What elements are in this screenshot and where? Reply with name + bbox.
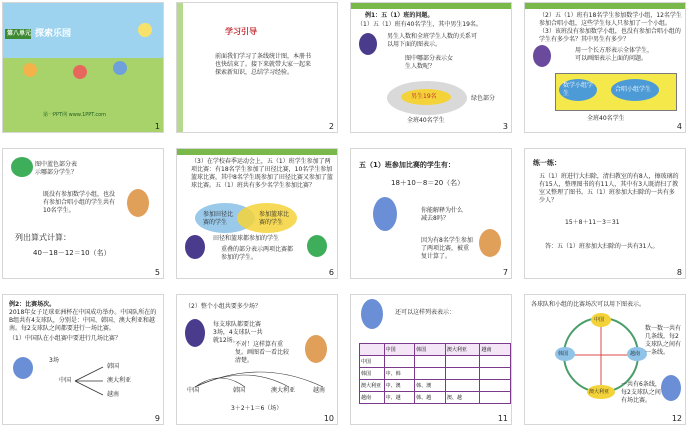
team-label: 韩国 xyxy=(558,351,569,357)
slide-title: 练一练： xyxy=(533,159,561,167)
table-cell xyxy=(480,356,511,368)
team-label: 中国 xyxy=(594,317,605,323)
character-figure xyxy=(13,357,33,379)
choir-group-label: 合唱小组学生 xyxy=(615,86,652,93)
note-text: 一共有6条线，每2支球队之间有场比赛。 xyxy=(621,381,661,404)
sun xyxy=(138,23,152,37)
slide-thumbnail-9[interactable] xyxy=(2,294,164,425)
slide-thumbnail-1[interactable] xyxy=(2,2,164,133)
slide-thumbnail-11[interactable] xyxy=(350,294,512,425)
table-row xyxy=(360,392,511,404)
bottom-label: 全班40名学生 xyxy=(587,115,625,122)
slide-thumbnail-12[interactable] xyxy=(524,294,686,425)
slide-number: 1 xyxy=(154,122,160,131)
team-label: 越南 xyxy=(107,391,120,398)
girl-character xyxy=(359,33,377,55)
table-row xyxy=(360,356,511,368)
table-header-cell: 韩国 xyxy=(415,344,446,356)
connection-lines xyxy=(73,363,107,403)
speech-bubble: 还可以这样列表表示： xyxy=(395,309,456,316)
table-cell: 澳大利亚 xyxy=(360,380,385,392)
count-label: 3场 xyxy=(49,357,59,364)
table-header-cell: 澳大利亚 xyxy=(445,344,480,356)
table-cell xyxy=(384,356,415,368)
team-label: 中国 xyxy=(187,387,200,394)
slide-number: 5 xyxy=(154,268,160,277)
unit-label: 第八单元 xyxy=(7,30,32,37)
team-label: 韩国 xyxy=(107,363,120,370)
table-header-row xyxy=(360,344,511,356)
question-bubble: 图中蓝色部分表示哪部分学生？ xyxy=(35,161,78,176)
question-text: （2）整个小组共要多少场？ xyxy=(185,303,261,310)
top-bar xyxy=(177,149,337,155)
slide-number: 2 xyxy=(328,122,334,131)
sub-question: 图中哪部分表示女生人数呢？ xyxy=(405,55,454,70)
formula: 3＋2＋1＝6（场） xyxy=(231,405,283,412)
slide-title: 例2：比赛场次。 xyxy=(9,301,56,308)
slide-heading: 学习引导 xyxy=(225,27,257,36)
slide-thumbnail-4[interactable] xyxy=(524,2,686,133)
table-cell: 韩国 xyxy=(360,368,385,380)
formula: 15＋8＋11－3＝31 xyxy=(565,219,620,226)
slide-thumbnail-3[interactable] xyxy=(350,2,512,133)
child-figure xyxy=(73,65,87,79)
table-cell xyxy=(415,368,446,380)
cat-character xyxy=(661,375,681,401)
table-cell: 中国 xyxy=(360,356,385,368)
boy-character xyxy=(127,189,149,217)
cat-character xyxy=(361,299,383,329)
table-header-cell: 越南 xyxy=(480,344,511,356)
note-text: 重叠的部分表示两项比赛都参加的学生。 xyxy=(221,246,294,261)
question-title: 例1：五（1）班的问题。 xyxy=(365,12,434,19)
slide-thumbnail-5[interactable] xyxy=(2,148,164,279)
answer-text: 答：五（1）班参加大扫除的一共有31人。 xyxy=(545,243,659,250)
top-bar xyxy=(351,3,511,9)
frog-character xyxy=(307,235,327,257)
table-cell: 越南 xyxy=(360,392,385,404)
table-cell xyxy=(480,392,511,404)
slide-thumbnail-6[interactable] xyxy=(176,148,338,279)
cat-character xyxy=(373,197,397,231)
frog-character xyxy=(11,157,33,177)
slide-thumbnail-2[interactable] xyxy=(176,2,338,133)
table-header-cell: 中国 xyxy=(384,344,415,356)
boy-character xyxy=(479,229,501,257)
team-label: 澳大利亚 xyxy=(271,387,296,394)
slide-number: 7 xyxy=(502,268,508,277)
table-cell: 中、韩 xyxy=(384,368,415,380)
question-bubble: 你能解释为什么减去8吗？ xyxy=(421,207,464,222)
boy-character xyxy=(305,335,327,363)
table-header-cell xyxy=(360,344,385,356)
slide-number: 9 xyxy=(154,414,160,423)
table-cell xyxy=(445,380,480,392)
slide-number: 11 xyxy=(497,414,508,423)
team-label: 韩国 xyxy=(233,387,246,394)
top-bar xyxy=(525,3,685,9)
side-stripe xyxy=(177,3,183,132)
slide-number: 4 xyxy=(676,122,682,131)
slide-number: 12 xyxy=(671,414,682,423)
math-group-label: 数学小组学生 xyxy=(563,82,594,97)
team-label: 澳大利亚 xyxy=(107,377,132,384)
answer-text: 既没有参加数学小组，也没有参加合唱小组的学生共有10名学生。 xyxy=(43,191,116,214)
overlap-label: 田径和篮球都参加的学生 xyxy=(213,235,280,242)
team-label: 澳大利亚 xyxy=(589,389,610,395)
child-figure xyxy=(113,61,127,75)
table-row xyxy=(360,380,511,392)
table-cell xyxy=(445,356,480,368)
track-label: 参加田径比赛的学生 xyxy=(203,211,234,226)
slide-thumbnail-10[interactable] xyxy=(176,294,338,425)
slide-title: 各球队和小组的比赛场次可以用下图表示。 xyxy=(531,301,646,308)
slide-number: 10 xyxy=(323,414,334,423)
team-label: 越南 xyxy=(630,351,641,357)
question-line: （1）五（1）班有40名学生，其中男生19名。 xyxy=(357,21,482,28)
outer-label: 绿色部分 xyxy=(471,95,496,102)
table-cell xyxy=(415,356,446,368)
table-cell: 中、越 xyxy=(384,392,415,404)
hint-text: 男生人数和全班学生人数的关系可以用下面的图表示。 xyxy=(387,33,478,48)
table-cell: 澳、越 xyxy=(445,392,480,404)
formula: 18＋10－8＝20（名） xyxy=(391,179,465,187)
table-cell: 韩、越 xyxy=(415,392,446,404)
question-line: （3）该班没有参加数学小组，也没有参加合唱小组的学生有多少名？其中男生有多少？ xyxy=(539,28,681,43)
question-line: （2）五（1）班有18名学生参加数学小组，12名学生参加合唱小组，这些学生每人只参加了一个小组。 xyxy=(539,12,682,27)
inner-label: 男生19名 xyxy=(411,93,437,100)
team-label: 越南 xyxy=(313,387,326,394)
slide-number: 3 xyxy=(502,122,508,131)
formula-label: 列出算式计算： xyxy=(15,233,71,242)
bottom-label: 全班40名学生 xyxy=(407,117,445,124)
slide-title: 探索乐园 xyxy=(35,29,72,39)
match-arcs xyxy=(185,367,331,397)
table-cell: 韩、澳 xyxy=(415,380,446,392)
table-cell xyxy=(480,368,511,380)
formula: 40－18－12＝10（名） xyxy=(33,249,111,257)
slide-thumbnail-7[interactable] xyxy=(350,148,512,279)
speech-bubble-1: 每支球队都要比赛3场，4支球队一共就12场。 xyxy=(213,321,263,344)
note-text: 数一数一共有几条线，每2支球队之间有一条线。 xyxy=(645,325,682,356)
basketball-label: 参加篮球比赛的学生 xyxy=(259,211,290,226)
girl-character xyxy=(185,319,205,347)
hint-text: 用一个长方形表示全体学生，可以画图表示上面的问题。 xyxy=(575,47,654,62)
site-credit: 第一PPT网 www.1PPT.com xyxy=(43,112,107,118)
slide-number: 6 xyxy=(328,268,334,277)
speech-bubble-2: 不对！这样算有重复。画图看一看比较清楚。 xyxy=(235,341,290,364)
slide-body: 前面我们学习了条线统计图，本册书也快结束了。接下来就带大家一起来探索新知识，总结学习经验。 xyxy=(215,53,312,76)
example-text: 2018年女子足球亚洲杯在中国成功举办。中国队所在的B组共有4支球队，分别是：中国、韩国、澳大利亚和越南。每2支球队之间都要进行一场比赛。 xyxy=(9,309,157,332)
child-figure xyxy=(23,63,37,77)
table-cell xyxy=(480,380,511,392)
question-text: （3）在学校春季运动会上，五（1）班学生参加了两项比赛：有18名学生参加了田径比赛，10名学生参加篮球比赛，其中8名学生既参加了田径比赛又参加了篮球比赛。五（1）班共有多少名学生参加比赛？ xyxy=(191,158,333,189)
exercise-text: 五（1）班进行大扫除，清扫教室的有8人，擦玻璃的有15人，整理图书的有11人，其中有3人既清扫了教室又整理了图书。五（1）班参加大扫除的一共有多少人？ xyxy=(539,173,679,204)
answer-bubble: 因为有8名学生参加了两项比赛，被重复计算了。 xyxy=(421,237,473,260)
slide-title: 五（1）班参加比赛的学生有： xyxy=(359,161,455,169)
match-table xyxy=(359,343,511,404)
girl-character xyxy=(185,235,205,259)
table-cell xyxy=(445,368,480,380)
question-text: （1）中国队在小组赛中要进行几场比赛？ xyxy=(9,335,121,342)
center-team: 中国 xyxy=(59,377,72,384)
girl-character xyxy=(533,45,551,67)
slide-thumbnail-8[interactable] xyxy=(524,148,686,279)
slide-number: 8 xyxy=(676,268,682,277)
table-cell: 中、澳 xyxy=(384,380,415,392)
table-row xyxy=(360,368,511,380)
